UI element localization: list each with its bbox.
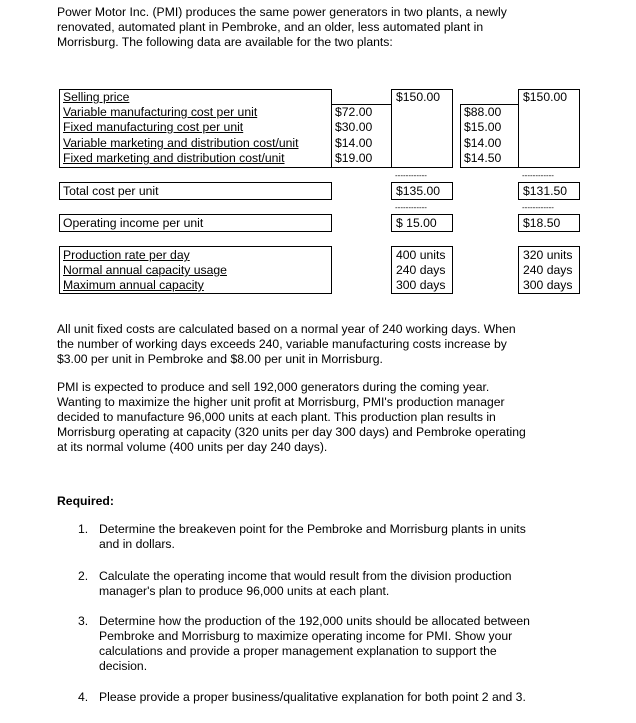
morrisburg-production-rate: 320 units: [523, 248, 573, 262]
morrisburg-max-capacity: 300 days: [523, 278, 573, 292]
morrisburg-selling-price: $150.00: [523, 90, 568, 104]
required-heading: Required:: [57, 494, 114, 508]
production-plan-note: PMI is expected to produce and sell 192,000 generators during the coming year. Wanting to maximize the higher unit profit at Morrisburg, PMI's production manager decided to manufacture 96,000 units at each plant. This production plan results in Morrisburg operating at capacity (320 units per day 300 days) and Pembroke operating at its normal volume (400 units per day 240 days).: [57, 380, 526, 454]
row-label-total-cost: Total cost per unit: [63, 184, 159, 198]
pembroke-selling-price: $150.00: [396, 90, 441, 104]
morrisburg-total-cost: $131.50: [523, 184, 568, 198]
morrisburg-normal-capacity: 240 days: [523, 263, 573, 277]
pembroke-operating-income: $ 15.00: [396, 216, 437, 230]
morrisburg-operating-income: $18.50: [523, 216, 561, 230]
pembroke-production-rate: 400 units: [396, 248, 446, 262]
morrisburg-dash-separator-1: ------------: [522, 171, 554, 180]
row-label-var-mkt: Variable marketing and distribution cost/unit: [63, 136, 299, 150]
morrisburg-fixed-mfg: $15.00: [464, 120, 502, 134]
question-text: Please provide a proper business/qualitative explanation for both point 2 and 3.: [99, 690, 526, 704]
row-label-production-rate: Production rate per day: [63, 248, 190, 262]
morrisburg-var-mfg: $88.00: [464, 105, 502, 119]
row-label-fixed-mfg: Fixed manufacturing cost per unit: [63, 120, 244, 134]
pembroke-fixed-mkt: $19.00: [335, 151, 373, 165]
question-text: Determine the breakeven point for the Pembroke and Morrisburg plants in units and in dollars.: [99, 522, 526, 551]
pembroke-normal-capacity: 240 days: [396, 263, 446, 277]
pembroke-max-capacity: 300 days: [396, 278, 446, 292]
intro-paragraph: Power Motor Inc. (PMI) produces the same power generators in two plants, a newly renovated, automated plant in Pembroke, and an older, less automated plant in Morrisburg. The following data are available for the two plants:: [57, 5, 507, 49]
pembroke-total-cost: $135.00: [396, 184, 441, 198]
morrisburg-dash-separator-2: ------------: [522, 203, 554, 212]
pembroke-dash-separator-2: ------------: [395, 203, 427, 212]
pembroke-dash-separator-1: ------------: [395, 171, 427, 180]
pembroke-var-mkt: $14.00: [335, 136, 373, 150]
question-number: 4.: [78, 690, 89, 704]
question-number: 1.: [78, 522, 89, 536]
pembroke-var-mfg: $72.00: [335, 105, 373, 119]
fixed-cost-note: All unit fixed costs are calculated based on a normal year of 240 working days. When the number of working days exceeds 240, variable manufacturing costs increase by $3.00 per unit in Pembroke and $8.00 per unit in Morrisburg.: [57, 322, 516, 366]
row-label-normal-capacity: Normal annual capacity usage: [63, 263, 227, 277]
row-label-max-capacity: Maximum annual capacity: [63, 278, 204, 292]
morrisburg-var-mkt: $14.00: [464, 136, 502, 150]
morrisburg-fixed-mkt: $14.50: [464, 151, 502, 165]
question-number: 2.: [78, 569, 89, 583]
row-label-selling-price: Selling price: [63, 90, 130, 104]
row-label-var-mfg: Variable manufacturing cost per unit: [63, 105, 258, 119]
question-text: Determine how the production of the 192,000 units should be allocated between Pembroke and Morrisburg to maximize operating income for PMI. Show your calculations and provide a proper management explanation to support the decision.: [99, 614, 530, 673]
question-text: Calculate the operating income that would result from the division production manager's plan to produce 96,000 units at each plant.: [99, 569, 512, 598]
row-label-fixed-mkt: Fixed marketing and distribution cost/unit: [63, 151, 285, 165]
row-label-operating-income: Operating income per unit: [63, 216, 204, 230]
pembroke-fixed-mfg: $30.00: [335, 120, 373, 134]
question-number: 3.: [78, 614, 89, 628]
